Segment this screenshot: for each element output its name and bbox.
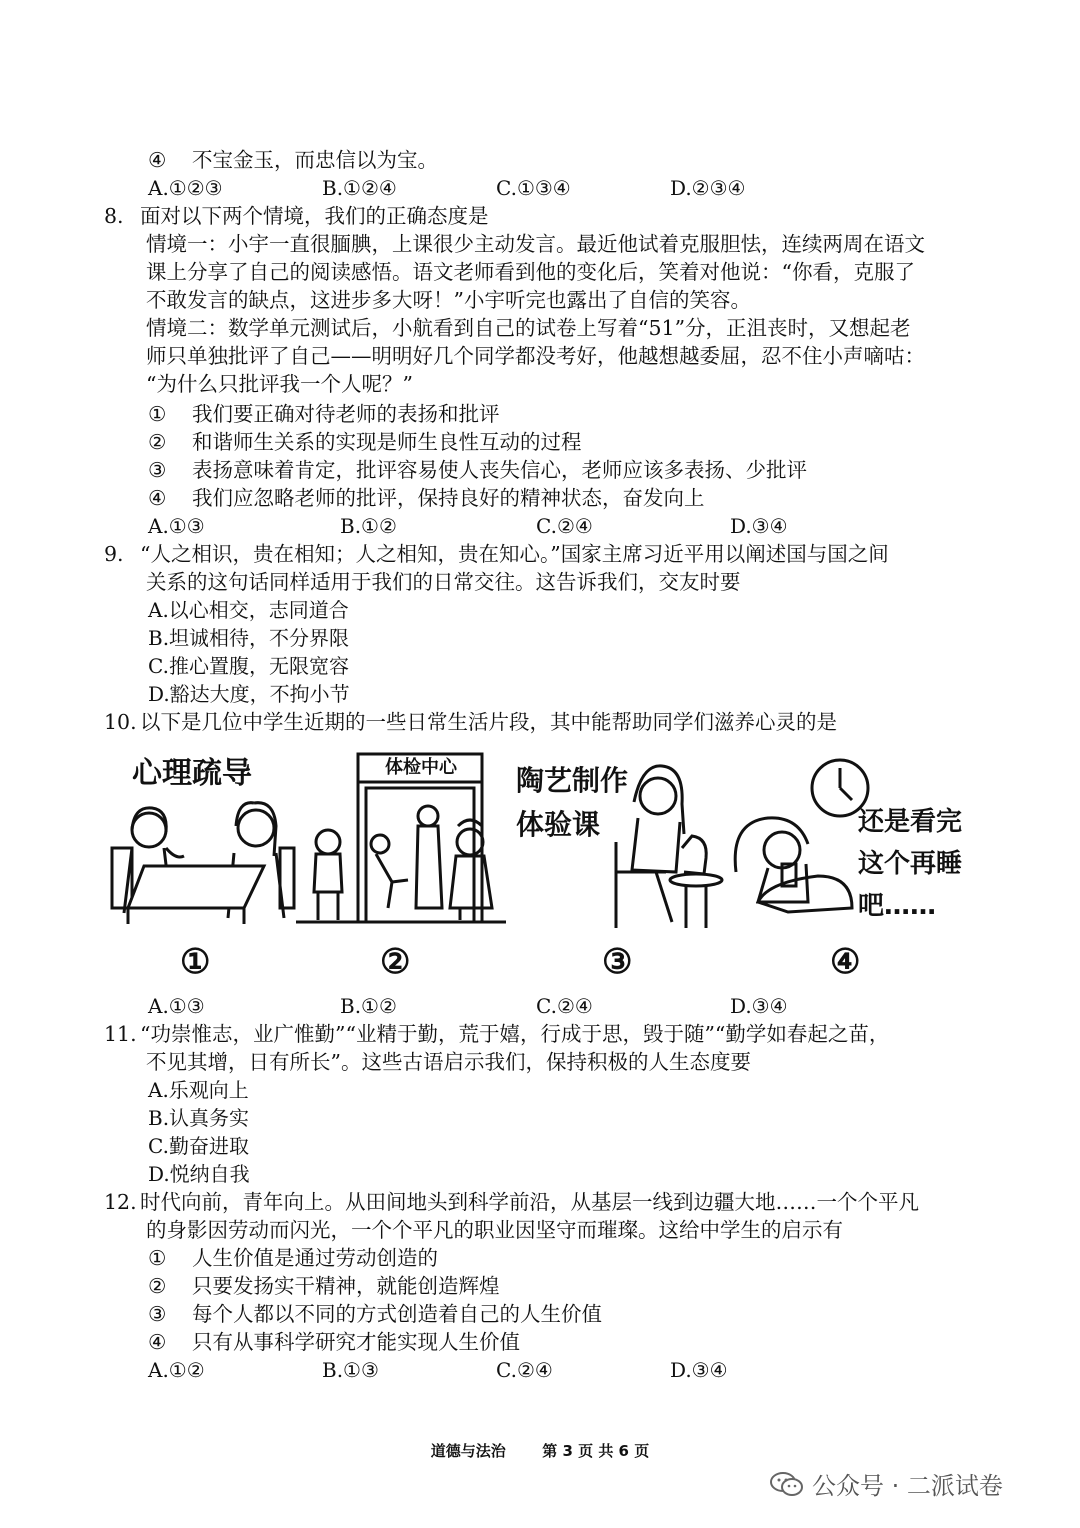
q10-option-b: B.①② [340, 994, 397, 1018]
picture-caption-line: 体验课 [516, 808, 601, 841]
item-text: 只要发扬实干精神，就能创造辉煌 [192, 1274, 500, 1298]
q12-option-a: A.①② [148, 1358, 205, 1382]
q12-item-3 [148, 1300, 602, 1328]
q10-option-c: C.②④ [536, 994, 593, 1018]
wechat-icon [770, 1471, 804, 1497]
q10-stem [104, 708, 837, 736]
picture-number: ④ [830, 942, 861, 982]
q7-item-4 [148, 146, 438, 174]
item-number: ① [148, 1246, 167, 1270]
item-number: ④ [148, 486, 167, 510]
q7-option-a: A.①②③ [148, 176, 223, 200]
item-number: ② [148, 430, 167, 454]
q11-option-a: A.乐观向上 [148, 1078, 249, 1102]
picture-number: ① [180, 942, 211, 982]
q7-option-c: C.①③④ [496, 176, 571, 200]
question-text: “功崇惟志，业广惟勤”“业精于勤，荒于嬉，行成于思，毁于随”“勤学如春起之苗， [140, 1022, 890, 1046]
q8-line: 情境二：数学单元测试后，小航看到自己的试卷上写着“51”分，正沮丧时，又想起老 [146, 316, 911, 340]
picture-caption-line: 这个再睡 [858, 849, 963, 879]
q9-stem [104, 540, 889, 568]
q11-line: 不见其增，日有所长”。这些古语启示我们，保持积极的人生态度要 [146, 1050, 751, 1074]
q8-option-b: B.①② [340, 514, 397, 538]
question-text: 以下是几位中学生近期的一些日常生活片段，其中能帮助同学们滋养心灵的是 [140, 710, 837, 734]
picture-caption-line: 吧…… [858, 891, 937, 921]
late-night-phone-illustration [728, 752, 968, 928]
q9-option-d: D.豁达大度，不拘小节 [148, 682, 350, 706]
counseling-illustration [104, 748, 300, 928]
q8-line: 师只单独批评了自己——明明好几个同学都没考好，他越想越委屈，忍不住小声嘀咕： [146, 344, 925, 368]
pottery-illustration [516, 752, 728, 928]
item-number: ① [148, 402, 167, 426]
q11-stem [104, 1020, 889, 1048]
q9-option-b: B.坦诚相待，不分界限 [148, 626, 350, 650]
health-check-illustration [296, 752, 510, 928]
q11-option-d: D.悦纳自我 [148, 1162, 250, 1186]
q8-line: 情境一：小宇一直很腼腆，上课很少主动发言。最近他试着克服胆怯，连续两周在语文 [146, 232, 925, 256]
counseling-drawing [104, 748, 300, 928]
q12-line: 的身影因劳动而闪光，一个个平凡的职业因坚守而璀璨。这给中学生的启示有 [146, 1218, 843, 1242]
item-text: 我们应忽略老师的批评，保持良好的精神状态，奋发向上 [192, 486, 705, 510]
item-number: ② [148, 1274, 167, 1298]
question-text: 时代向前，青年向上。从田间地头到科学前沿，从基层一线到边疆大地……一个个平凡 [140, 1190, 919, 1214]
pottery-drawing [516, 752, 728, 928]
q12-option-b: B.①③ [322, 1358, 379, 1382]
question-number: 9. [104, 542, 124, 566]
q10-option-a: A.①③ [148, 994, 205, 1018]
q11-option-c: C.勤奋进取 [148, 1134, 249, 1158]
q8-item-3 [148, 456, 807, 484]
item-text: 和谐师生关系的实现是师生良性互动的过程 [192, 430, 582, 454]
watermark-text: 公众号 · 二派试卷 [812, 1472, 1003, 1500]
footer-subject: 道德与法治 [430, 1442, 506, 1460]
q12-stem [104, 1188, 919, 1216]
question-number: 10. [104, 710, 137, 734]
picture-caption: 体检中心 [385, 757, 457, 778]
q8-line: 课上分享了自己的阅读感悟。语文老师看到他的变化后，笑着对他说：“你看，克服了 [146, 260, 915, 284]
picture-caption: 心理疏导 [132, 756, 252, 791]
item-text: 我们要正确对待老师的表扬和批评 [192, 402, 500, 426]
question-number: 11. [104, 1022, 137, 1046]
item-text: 表扬意味着肯定，批评容易使人丧失信心，老师应该多表扬、少批评 [192, 458, 807, 482]
picture-number: ② [380, 942, 411, 982]
q9-option-a: A.以心相交，志同道合 [148, 598, 349, 622]
item-text: 人生价值是通过劳动创造的 [192, 1246, 438, 1270]
item-number: ④ [148, 148, 167, 172]
item-number: ③ [148, 458, 167, 482]
q8-stem [104, 202, 489, 230]
picture-number: ③ [602, 942, 633, 982]
q8-item-1 [148, 400, 500, 428]
q9-line: 关系的这句话同样适用于我们的日常交往。这告诉我们，交友时要 [146, 570, 741, 594]
item-number: ③ [148, 1302, 167, 1326]
q12-item-1 [148, 1244, 438, 1272]
q8-option-d: D.③④ [730, 514, 788, 538]
q9-option-c: C.推心置腹，无限宽容 [148, 654, 349, 678]
q8-line: “为什么只批评我一个人呢？” [146, 372, 413, 396]
page-footer [0, 1440, 1080, 1461]
picture-caption-line: 陶艺制作 [516, 764, 629, 797]
q8-option-c: C.②④ [536, 514, 593, 538]
item-text: 只有从事科学研究才能实现人生价值 [192, 1330, 520, 1354]
q8-option-a: A.①③ [148, 514, 205, 538]
item-text: 不宝金玉，而忠信以为宝。 [192, 148, 438, 172]
q8-item-2 [148, 428, 582, 456]
watermark [770, 1466, 1003, 1501]
q8-item-4 [148, 484, 705, 512]
q10-option-d: D.③④ [730, 994, 788, 1018]
question-text: “人之相识，贵在相知；人之相知，贵在知心。”国家主席习近平用以阐述国与国之间 [140, 542, 889, 566]
q12-option-d: D.③④ [670, 1358, 728, 1382]
question-number: 8. [104, 204, 124, 228]
item-number: ④ [148, 1330, 167, 1354]
q12-item-2 [148, 1272, 500, 1300]
footer-page-number: 第 3 页 共 6 页 [542, 1442, 650, 1460]
q12-item-4 [148, 1328, 520, 1356]
item-text: 每个人都以不同的方式创造着自己的人生价值 [192, 1302, 602, 1326]
question-number: 12. [104, 1190, 137, 1214]
q7-option-d: D.②③④ [670, 176, 746, 200]
q11-option-b: B.认真务实 [148, 1106, 250, 1130]
q7-option-b: B.①②④ [322, 176, 397, 200]
question-text: 面对以下两个情境，我们的正确态度是 [140, 204, 489, 228]
q12-option-c: C.②④ [496, 1358, 553, 1382]
picture-caption-line: 还是看完 [858, 807, 963, 837]
q8-line: 不敢发言的缺点，这进步多大呀！”小宇听完也露出了自信的笑容。 [146, 288, 751, 312]
